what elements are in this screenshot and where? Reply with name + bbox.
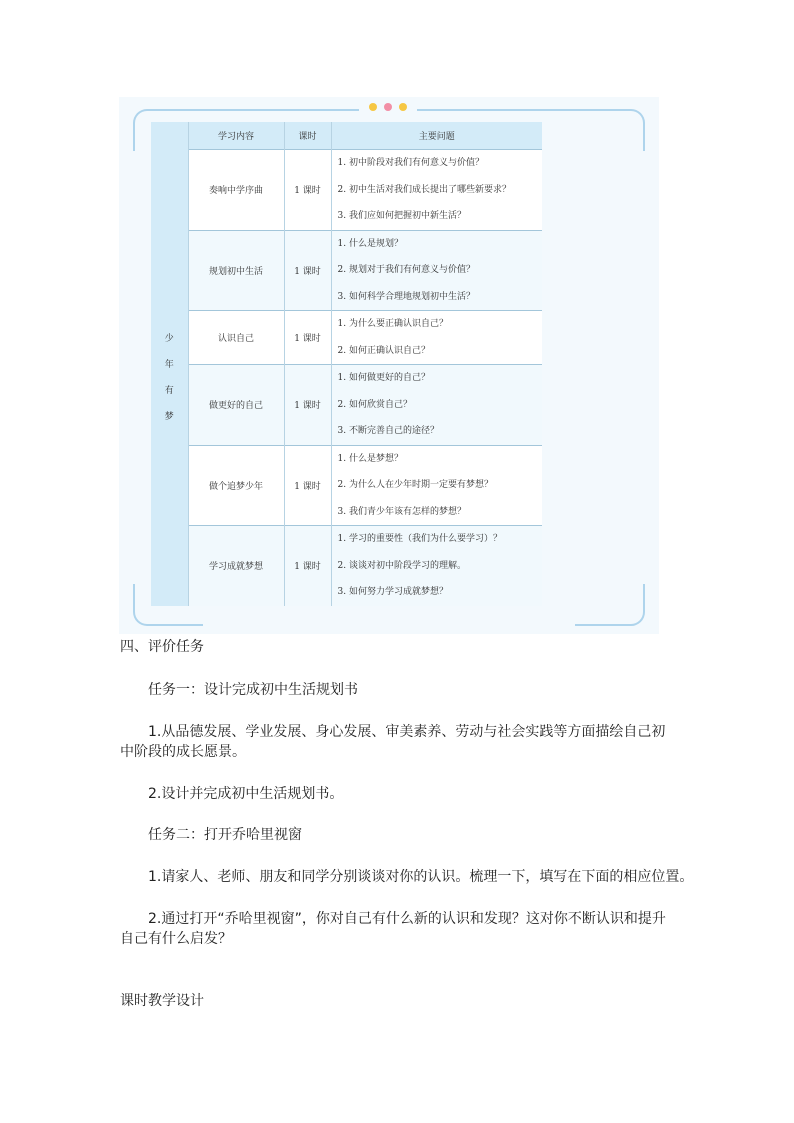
header-hours: 课时	[284, 122, 331, 150]
lesson-plan-figure	[119, 97, 659, 634]
task1-title: 任务一：设计完成初中生活规划书	[148, 682, 358, 698]
row-hours: 1 课时	[284, 150, 331, 231]
footer-heading: 课时教学设计	[120, 993, 204, 1009]
row-hours: 1 课时	[284, 445, 331, 526]
row-questions	[331, 311, 542, 365]
row-content: 规划初中生活	[188, 230, 284, 311]
question: 3. 不断完善自己的途径？	[337, 426, 439, 436]
table-header-row	[151, 122, 542, 150]
header-questions: 主要问题	[331, 122, 542, 150]
table-header-corner	[151, 122, 188, 150]
side-char: 少	[164, 333, 174, 344]
row-content: 奏响中学序曲	[188, 150, 284, 231]
question: 2. 为什么人在少年时期一定要有梦想？	[337, 480, 493, 490]
side-char: 梦	[164, 411, 174, 422]
row-hours: 1 课时	[284, 311, 331, 365]
row-content: 学习成就梦想	[188, 526, 284, 606]
question: 1. 为什么要正确认识自己？	[337, 319, 448, 329]
row-questions	[331, 150, 542, 231]
table-row	[151, 445, 542, 526]
table-row	[151, 365, 542, 446]
task1-item-1: 1.从品德发展、学业发展、身心发展、审美素养、劳动与社会实践等方面描绘自己初中阶段的成长愿景。	[120, 724, 666, 760]
row-questions	[331, 445, 542, 526]
task1-item-2: 2.设计并完成初中生活规划书。	[148, 786, 344, 802]
frame-corner	[613, 584, 645, 626]
table-row	[151, 311, 542, 365]
frame-line	[417, 109, 615, 111]
row-content: 做个追梦少年	[188, 445, 284, 526]
table-row	[151, 150, 542, 231]
frame-line	[575, 624, 615, 626]
question: 3. 我们应如何把握初中新生活？	[337, 211, 466, 221]
table-row	[151, 526, 542, 606]
row-content: 做更好的自己	[188, 365, 284, 446]
row-questions	[331, 230, 542, 311]
question: 2. 如何正确认识自己？	[337, 345, 430, 356]
row-questions	[331, 526, 542, 606]
question: 3. 我们青少年该有怎样的梦想？	[337, 506, 466, 517]
side-char: 有	[164, 385, 174, 396]
question: 3. 如何努力学习成就梦想？	[337, 587, 448, 597]
question: 2. 初中生活对我们成长提出了哪些新要求？	[337, 184, 511, 195]
frame-line	[163, 109, 359, 111]
row-questions	[331, 365, 542, 446]
decor-dot-3	[399, 103, 407, 111]
lesson-plan-table	[151, 122, 542, 606]
section-title: 四、评价任务	[120, 639, 204, 655]
row-hours: 1 课时	[284, 230, 331, 311]
header-content: 学习内容	[188, 122, 284, 150]
row-hours: 1 课时	[284, 526, 331, 606]
question: 1. 学习的重要性（我们为什么要学习）？	[337, 534, 502, 544]
decor-dot-2	[384, 103, 392, 111]
task2-item-2: 2.通过打开“乔哈里视窗”，你对自己有什么新的认识和发现？这对你不断认识和提升自己有什么启发？	[120, 911, 666, 947]
question: 1. 什么是规划？	[337, 238, 403, 249]
question: 2. 谈谈对初中阶段学习的理解。	[337, 560, 466, 571]
question: 3. 如何科学合理地规划初中生活？	[337, 291, 475, 302]
task2-title: 任务二：打开乔哈里视窗	[148, 827, 302, 843]
task2-item-1: 1.请家人、老师、朋友和同学分别谈谈对你的认识。梳理一下，填写在下面的相应位置。	[148, 869, 694, 885]
row-content: 认识自己	[188, 311, 284, 365]
table-row	[151, 230, 542, 311]
row-hours: 1 课时	[284, 365, 331, 446]
question: 1. 如何做更好的自己？	[337, 373, 430, 383]
question: 2. 如何欣赏自己？	[337, 399, 412, 410]
decor-dot-1	[369, 103, 377, 111]
question: 1. 什么是梦想？	[337, 453, 403, 464]
question: 2. 规划对于我们有何意义与价值？	[337, 265, 475, 275]
frame-corner	[613, 109, 645, 151]
side-char: 年	[164, 359, 174, 370]
side-label	[151, 150, 188, 606]
question: 1. 初中阶段对我们有何意义与价值？	[337, 158, 484, 168]
frame-line	[163, 624, 203, 626]
